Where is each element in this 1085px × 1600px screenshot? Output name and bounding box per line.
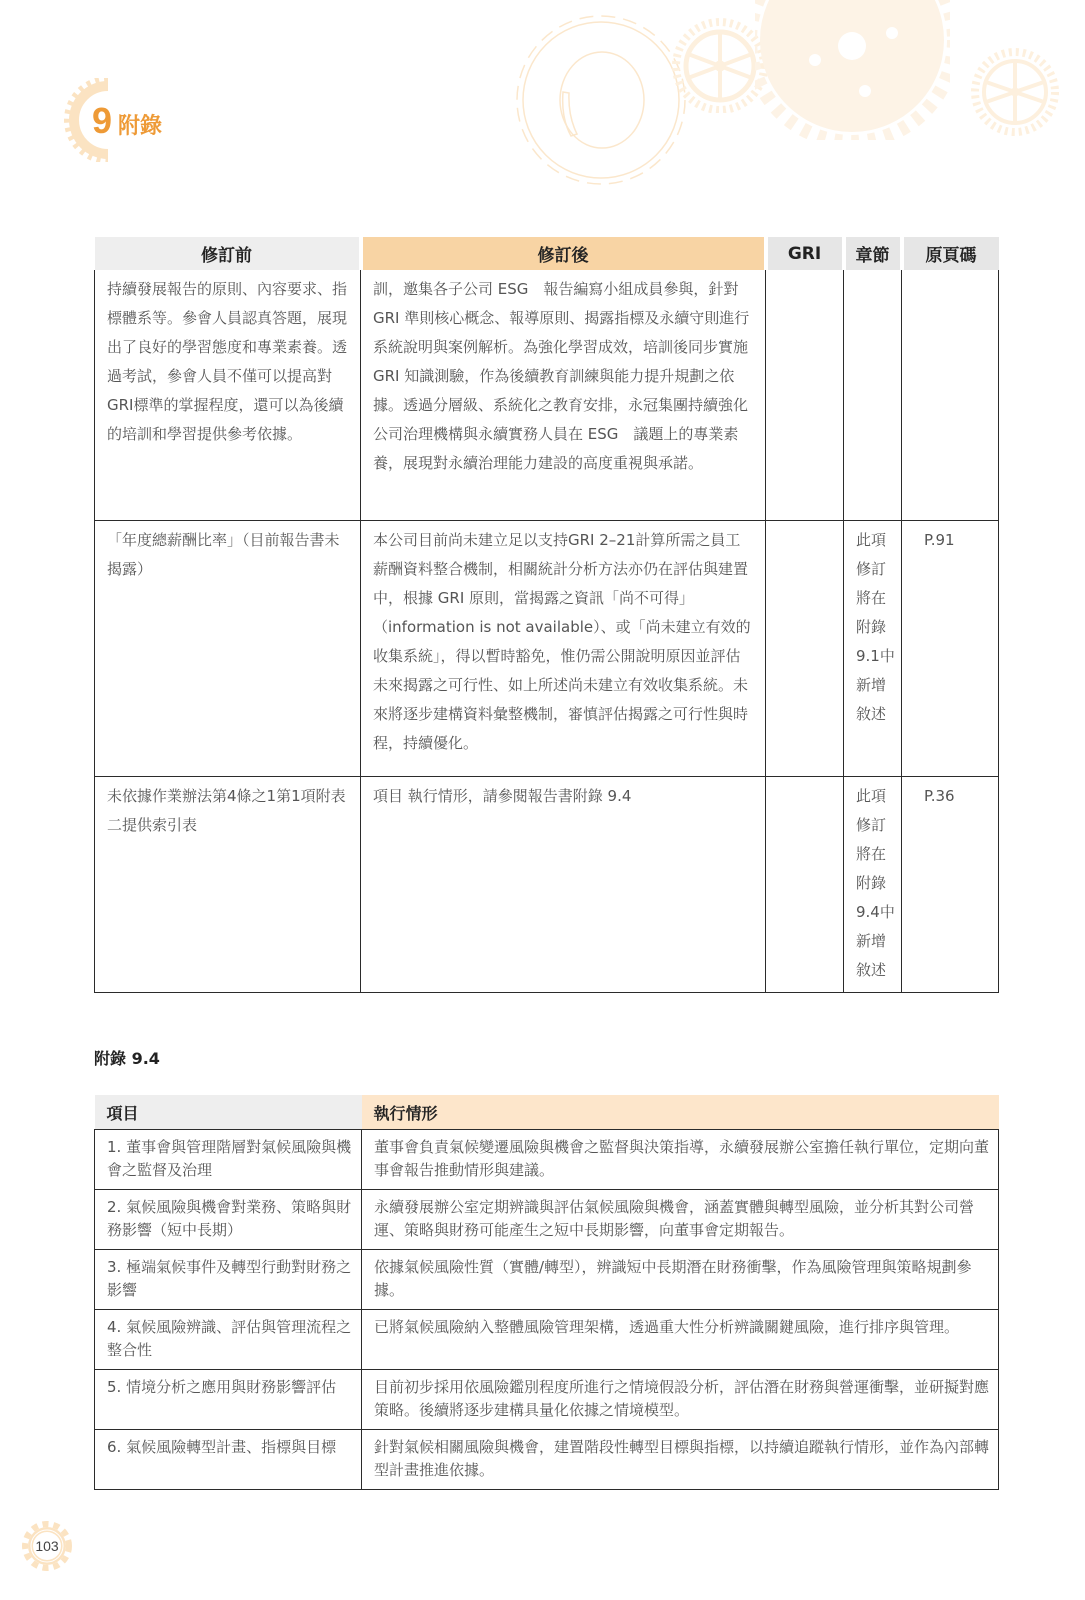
header-status: 執行情形 (362, 1095, 999, 1130)
header-original-page: 原頁碼 (902, 237, 999, 270)
cell-item: 6. 氣候風險轉型計畫、指標與目標 (95, 1430, 362, 1490)
chapter-line: 敘述 (856, 704, 887, 723)
cell-status: 目前初步採用依風險鑑別程度所進行之情境假設分析，評估潛在財務與營運衝擊，並研擬對應策略。後續將逐步建構具量化依據之情境模型。 (362, 1370, 999, 1430)
table-row (95, 270, 999, 520)
chapter-line: 9.1中 (856, 646, 895, 665)
chapter-line: 此項 (856, 530, 887, 549)
cell-status: 已將氣候風險納入整體風險管理架構，透過重大性分析辨識關鍵風險，進行排序與管理。 (362, 1310, 999, 1370)
chapter-line: 9.4中 (856, 902, 895, 921)
table-row (95, 1190, 999, 1250)
table-row (95, 1430, 999, 1490)
cell-chapter (844, 520, 902, 776)
chapter-title: 附錄 (118, 114, 163, 139)
chapter-line: 將在 (856, 844, 887, 863)
page-number: 103 (35, 1538, 59, 1554)
chapter-line: 此項 (856, 786, 887, 805)
table-row (95, 1250, 999, 1310)
cell-gri (766, 776, 844, 992)
cell-item: 5. 情境分析之應用與財務影響評估 (95, 1370, 362, 1430)
gear-small-icon (965, 42, 1065, 142)
revision-table (94, 237, 999, 993)
header-after: 修訂後 (361, 237, 766, 270)
chapter-line: 新增 (856, 675, 887, 694)
header-before: 修訂前 (95, 237, 361, 270)
cell-page: P.36 (902, 776, 999, 992)
cell-before: 持續發展報告的原則、內容要求、指標體系等。參會人員認真答題，展現出了良好的學習態度和專業素養。透過考試，參會人員不僅可以提高對GRI標準的掌握程度，還可以為後續的培訓和學習提供參考依據。 (95, 270, 361, 520)
cell-after: 本公司目前尚未建立足以支持GRI 2–21計算所需之員工薪酬資料整合機制，相關統計分析方法亦仍在評估與建置中，根據 GRI 原則，當揭露之資訊「尚不可得」（information is not available）、或「尚未建立有效的收集系統」，得以暫時豁免，惟仍需公開說明原因並評估未來揭露之可行性、如上所述尚未建立有效收集系統。未來將逐步建構資料彙整機制，審慎評估揭露之可行性與時程，持續優化。 (361, 520, 766, 776)
table-row (95, 1130, 999, 1190)
cell-status: 董事會負責氣候變遷風險與機會之監督與決策指導，永續發展辦公室擔任執行單位，定期向董事會報告推動情形與建議。 (362, 1130, 999, 1190)
chapter-line: 附錄 (856, 617, 887, 636)
gear-solid-icon (755, 0, 950, 140)
cell-gri (766, 270, 844, 520)
cell-page: P.91 (902, 520, 999, 776)
header-gri: GRI (766, 237, 844, 270)
cell-item: 1. 董事會與管理階層對氣候風險與機會之監督及治理 (95, 1130, 362, 1190)
page-number-badge (22, 1521, 72, 1571)
chapter-line: 新增 (856, 931, 887, 950)
cell-after: 訓，邀集各子公司 ESG 報告編寫小組成員參與，針對 GRI 準則核心概念、報導原則、揭露指標及永續守則進行系統說明與案例解析。為強化學習成效，培訓後同步實施 GRI 知識測驗，作為後續教育訓練與能力提升規劃之依據。透過分層級、系統化之教育安排，永冠集團持續強化公司治理機構與永續實務人員在 ESG 議題上的專業素養，展現對永續治理能力建設的高度重視與承諾。 (361, 270, 766, 520)
table-row (95, 1310, 999, 1370)
cell-chapter (844, 270, 902, 520)
chapter-line: 敘述 (856, 960, 887, 979)
table-row (95, 1370, 999, 1430)
cell-item: 4. 氣候風險辨識、評估與管理流程之整合性 (95, 1310, 362, 1370)
chapter-heading (92, 100, 162, 142)
chapter-line: 附錄 (856, 873, 887, 892)
table-row (95, 520, 999, 776)
chapter-line: 修訂 (856, 559, 887, 578)
cell-status: 永續發展辦公室定期辨識與評估氣候風險與機會，涵蓋實體與轉型風險，並分析其對公司營運、策略與財務可能產生之短中長期影響，向董事會定期報告。 (362, 1190, 999, 1250)
cell-before: 「年度總薪酬比率」（目前報告書未揭露） (95, 520, 361, 776)
cell-item: 3. 極端氣候事件及轉型行動對財務之影響 (95, 1250, 362, 1310)
appendix-9-4-table (94, 1095, 999, 1490)
revision-table-header (95, 237, 999, 270)
header-item: 項目 (95, 1095, 362, 1130)
cell-status: 針對氣候相關風險與機會，建置階段性轉型目標與指標，以持續追蹤執行情形，並作為內部轉型計畫推進依據。 (362, 1430, 999, 1490)
cell-page (902, 270, 999, 520)
chapter-line: 將在 (856, 588, 887, 607)
table-row (95, 776, 999, 992)
chapter-number: 9 (92, 100, 113, 141)
cell-before: 未依據作業辦法第4條之1第1項附表二提供索引表 (95, 776, 361, 992)
header-chapter: 章節 (844, 237, 902, 270)
chapter-line: 修訂 (856, 815, 887, 834)
cell-status: 依據氣候風險性質（實體/轉型），辨識短中長期潛在財務衝擊，作為風險管理與策略規劃參據。 (362, 1250, 999, 1310)
cell-gri (766, 520, 844, 776)
cell-item: 2. 氣候風險與機會對業務、策略與財務影響（短中長期） (95, 1190, 362, 1250)
appendix-table-header (95, 1095, 999, 1130)
cell-chapter (844, 776, 902, 992)
appendix-section-title: 附錄 9.4 (94, 1049, 160, 1068)
cell-after: 項目 執行情形，請參閱報告書附錄 9.4 (361, 776, 766, 992)
